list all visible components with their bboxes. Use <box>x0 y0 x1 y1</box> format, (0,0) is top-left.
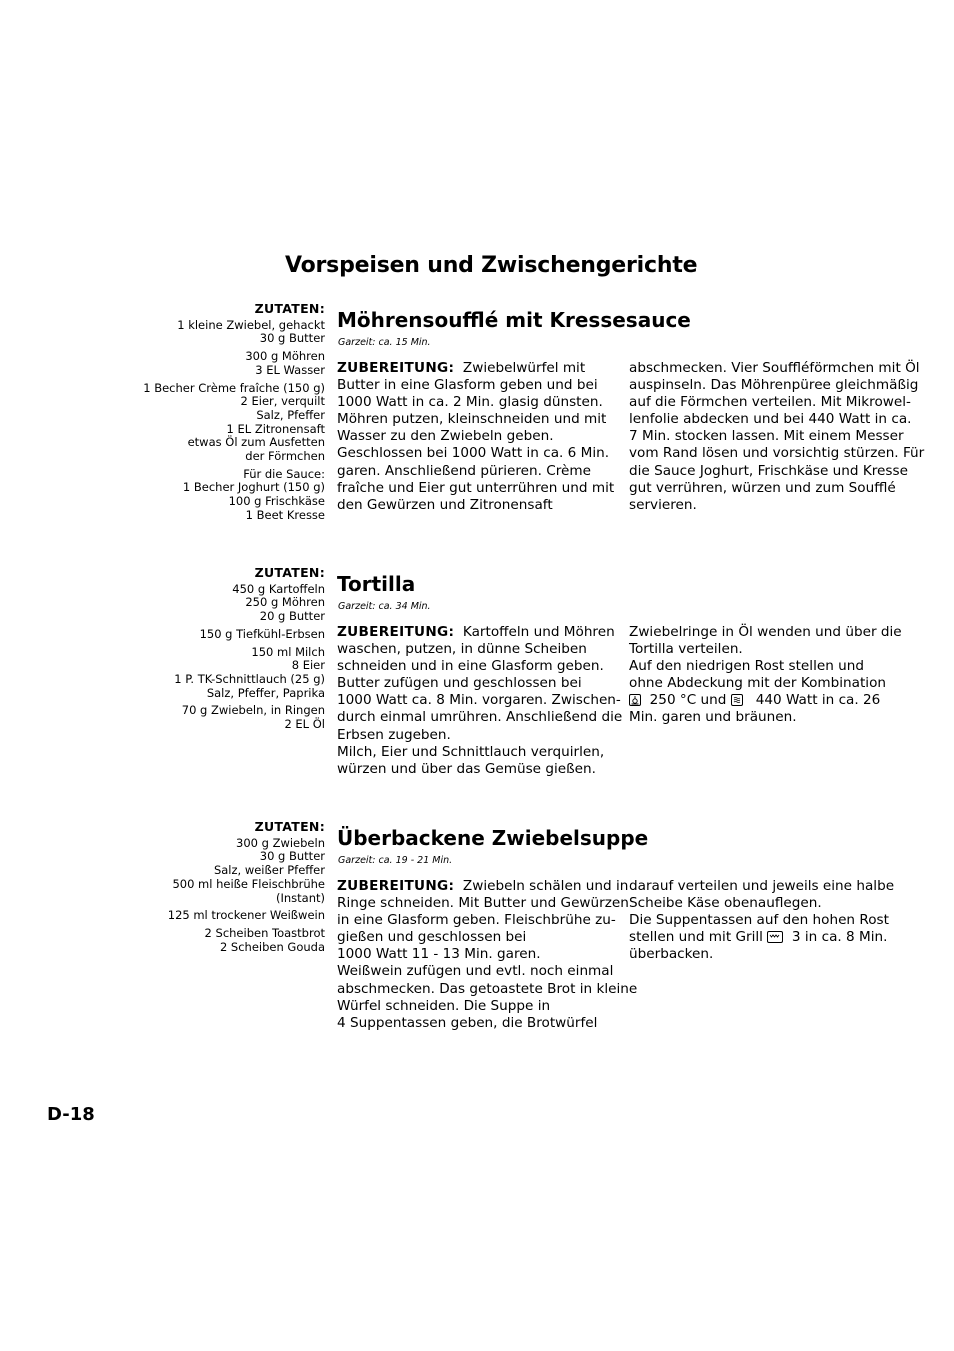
text-line: Weißwein zufügen und evtl. noch einmal <box>337 963 614 980</box>
text-line <box>629 692 914 709</box>
ingredient: 500 ml heiße Fleischbrühe <box>172 876 325 891</box>
text-line: 4 Suppentassen geben, die Brotwürfel <box>337 1014 598 1031</box>
preparation-text-left <box>337 360 622 514</box>
combo-temperature: 250 °C und <box>649 692 727 709</box>
cook-time: Garzeit: ca. 15 Min. <box>338 337 431 348</box>
ingredient: der Förmchen <box>245 449 325 464</box>
ingredient: 70 g Zwiebeln, in Ringen <box>181 703 325 718</box>
text-line: Möhren putzen, kleinschneiden und mit <box>337 411 607 428</box>
ingredient-group <box>105 350 325 377</box>
text-line: gut verrühren, würzen und zum Soufflé <box>629 479 896 496</box>
ingredient: 1 kleine Zwiebel, gehackt <box>177 317 325 332</box>
ingredient-group <box>105 628 325 642</box>
ingredient: 2 EL Öl <box>284 717 325 732</box>
page-number: D-18 <box>47 1104 95 1125</box>
ingredient-group <box>105 382 325 464</box>
text-line: Zwiebelwürfel mit <box>462 360 586 376</box>
text-line <box>629 929 914 946</box>
preparation-label: ZUBEREITUNG: <box>337 878 455 894</box>
preparation-label: ZUBEREITUNG: <box>337 360 455 376</box>
text-line: Butter zufügen und geschlossen bei <box>337 675 582 692</box>
preparation-text-right <box>629 360 925 514</box>
text-line: lenfolie abdecken und bei 440 Watt in ca. <box>629 411 912 428</box>
ingredients-list <box>105 820 325 958</box>
text-line: servieren. <box>629 496 697 513</box>
text-line: Zwiebeln schälen und in <box>462 878 629 894</box>
ingredient: Salz, Pfeffer <box>256 407 325 422</box>
ingredient-group <box>105 909 325 923</box>
ingredients-label: ZUTATEN: <box>254 565 325 580</box>
cook-time: Garzeit: ca. 19 - 21 Min. <box>338 855 453 866</box>
text-line: Butter in eine Glasform geben und bei <box>337 377 598 394</box>
text-line: Die Suppentassen auf den hohen Rost <box>629 912 889 929</box>
ingredient-group <box>105 468 325 523</box>
ingredients-list <box>105 302 325 527</box>
ingredient-group <box>105 646 325 701</box>
text-line: den Gewürzen und Zitronensaft <box>337 496 553 513</box>
grill-text-after: 3 in ca. 8 Min. <box>791 929 888 946</box>
text-line: waschen, putzen, in dünne Scheiben <box>337 641 587 658</box>
text-line: Zwiebelringe in Öl wenden und über die <box>629 624 902 640</box>
page-title: Vorspeisen und Zwischengerichte <box>285 253 698 278</box>
text-line: Kartoffeln und Möhren <box>462 624 615 640</box>
text-line: Scheibe Käse obenauflegen. <box>629 895 822 912</box>
ingredients-list <box>105 566 325 736</box>
ingredient: 100 g Frischkäse <box>228 494 325 509</box>
text-line: Ringe schneiden. Mit Butter und Gewürzen <box>337 895 629 912</box>
ingredient-group <box>105 927 325 954</box>
text-line: die Sauce Joghurt, Frischkäse und Kresse <box>629 462 908 479</box>
combo-rest: 440 Watt in ca. 26 <box>755 692 881 709</box>
ingredient: 1 Becher Joghurt (150 g) <box>182 480 325 495</box>
ingredient-group <box>105 583 325 624</box>
ingredient: etwas Öl zum Ausfetten <box>187 435 325 450</box>
cook-time: Garzeit: ca. 34 Min. <box>338 601 431 612</box>
preparation-label: ZUBEREITUNG: <box>337 624 455 640</box>
recipe-title: Tortilla <box>337 572 416 596</box>
convection-icon <box>629 694 641 706</box>
preparation-text-left <box>337 878 638 1032</box>
text-line: Auf den niedrigen Rost stellen und <box>629 658 865 675</box>
preparation-text-right <box>629 878 914 963</box>
text-line: garen. Anschließend pürieren. Crème <box>337 462 591 479</box>
text-line: Milch, Eier und Schnittlauch verquirlen, <box>337 743 605 760</box>
ingredient: Für die Sauce: <box>243 466 325 481</box>
text-line: abschmecken. Das getoastete Brot in kleine <box>337 980 638 997</box>
ingredient: 8 Eier <box>291 658 325 673</box>
text-line: in eine Glasform geben. Fleischbrühe zu- <box>337 912 616 929</box>
ingredient-group <box>105 837 325 906</box>
ingredient: 1 P. TK-Schnittlauch (25 g) <box>174 671 325 686</box>
text-line: überbacken. <box>629 946 714 963</box>
ingredient: 2 Scheiben Gouda <box>219 939 325 954</box>
text-line: auspinseln. Das Möhrenpüree gleichmäßig <box>629 377 919 394</box>
ingredient-group <box>105 319 325 346</box>
text-line: darauf verteilen und jeweils eine halbe <box>629 878 895 894</box>
text-line: Würfel schneiden. Die Suppe in <box>337 997 551 1014</box>
text-line: ohne Abdeckung mit der Kombination <box>629 675 887 692</box>
text-line: Tortilla verteilen. <box>629 641 743 658</box>
text-line: Geschlossen bei 1000 Watt in ca. 6 Min. <box>337 445 610 462</box>
microwave-icon <box>731 694 743 706</box>
ingredient: Salz, Pfeffer, Paprika <box>206 685 325 700</box>
text-line: fraîche und Eier gut unterrühren und mit <box>337 479 615 496</box>
ingredient: 300 g Zwiebeln <box>236 835 325 850</box>
ingredient: 30 g Butter <box>259 331 325 346</box>
ingredients-label: ZUTATEN: <box>254 819 325 834</box>
text-line: durch einmal umrühren. Anschließend die <box>337 709 623 726</box>
text-line: 1000 Watt 11 - 13 Min. garen. <box>337 946 541 963</box>
ingredient: 1 Becher Crème fraîche (150 g) <box>143 380 325 395</box>
text-line: Erbsen zugeben. <box>337 726 451 743</box>
grill-icon <box>767 931 783 943</box>
ingredient: 150 g Tiefkühl-Erbsen <box>199 626 325 641</box>
text-line: auf die Förmchen verteilen. Mit Mikrowel- <box>629 394 911 411</box>
text-line: vom Rand lösen und vorsichtig stürzen. Für <box>629 445 925 462</box>
text-line: schneiden und in eine Glasform geben. <box>337 658 604 675</box>
ingredient: Salz, weißer Pfeffer <box>213 863 325 878</box>
text-line: abschmecken. Vier Souffléförmchen mit Öl <box>629 360 920 376</box>
text-line: Min. garen und bräunen. <box>629 709 797 726</box>
ingredient: 2 Eier, verquilt <box>240 394 325 409</box>
text-line: 1000 Watt ca. 8 Min. vorgaren. Zwischen- <box>337 692 621 709</box>
text-line: 1000 Watt in ca. 2 Min. glasig dünsten. <box>337 394 603 411</box>
preparation-text-right <box>629 624 914 727</box>
ingredient-group <box>105 704 325 731</box>
ingredient: 30 g Butter <box>259 849 325 864</box>
recipe-title: Überbackene Zwiebelsuppe <box>337 826 649 850</box>
ingredient: 3 EL Wasser <box>255 362 325 377</box>
ingredient: 125 ml trockener Weißwein <box>167 908 325 923</box>
text-line: Wasser zu den Zwiebeln geben. <box>337 428 554 445</box>
ingredient: 450 g Kartoffeln <box>232 581 325 596</box>
text-line: würzen und über das Gemüse gießen. <box>337 760 596 777</box>
ingredients-label: ZUTATEN: <box>254 301 325 316</box>
ingredient: 20 g Butter <box>259 609 325 624</box>
ingredient: 150 ml Milch <box>251 644 325 659</box>
recipe-title: Möhrensoufflé mit Kressesauce <box>337 308 691 332</box>
text-line: gießen und geschlossen bei <box>337 929 527 946</box>
ingredient: 1 EL Zitronensaft <box>226 421 325 436</box>
text-line: 7 Min. stocken lassen. Mit einem Messer <box>629 428 904 445</box>
ingredient: (Instant) <box>276 890 325 905</box>
ingredient: 250 g Möhren <box>245 595 325 610</box>
ingredient: 300 g Möhren <box>245 349 325 364</box>
ingredient: 1 Beet Kresse <box>245 507 325 522</box>
grill-text-before: stellen und mit Grill <box>629 929 763 946</box>
preparation-text-left <box>337 624 622 778</box>
ingredient: 2 Scheiben Toastbrot <box>204 925 325 940</box>
